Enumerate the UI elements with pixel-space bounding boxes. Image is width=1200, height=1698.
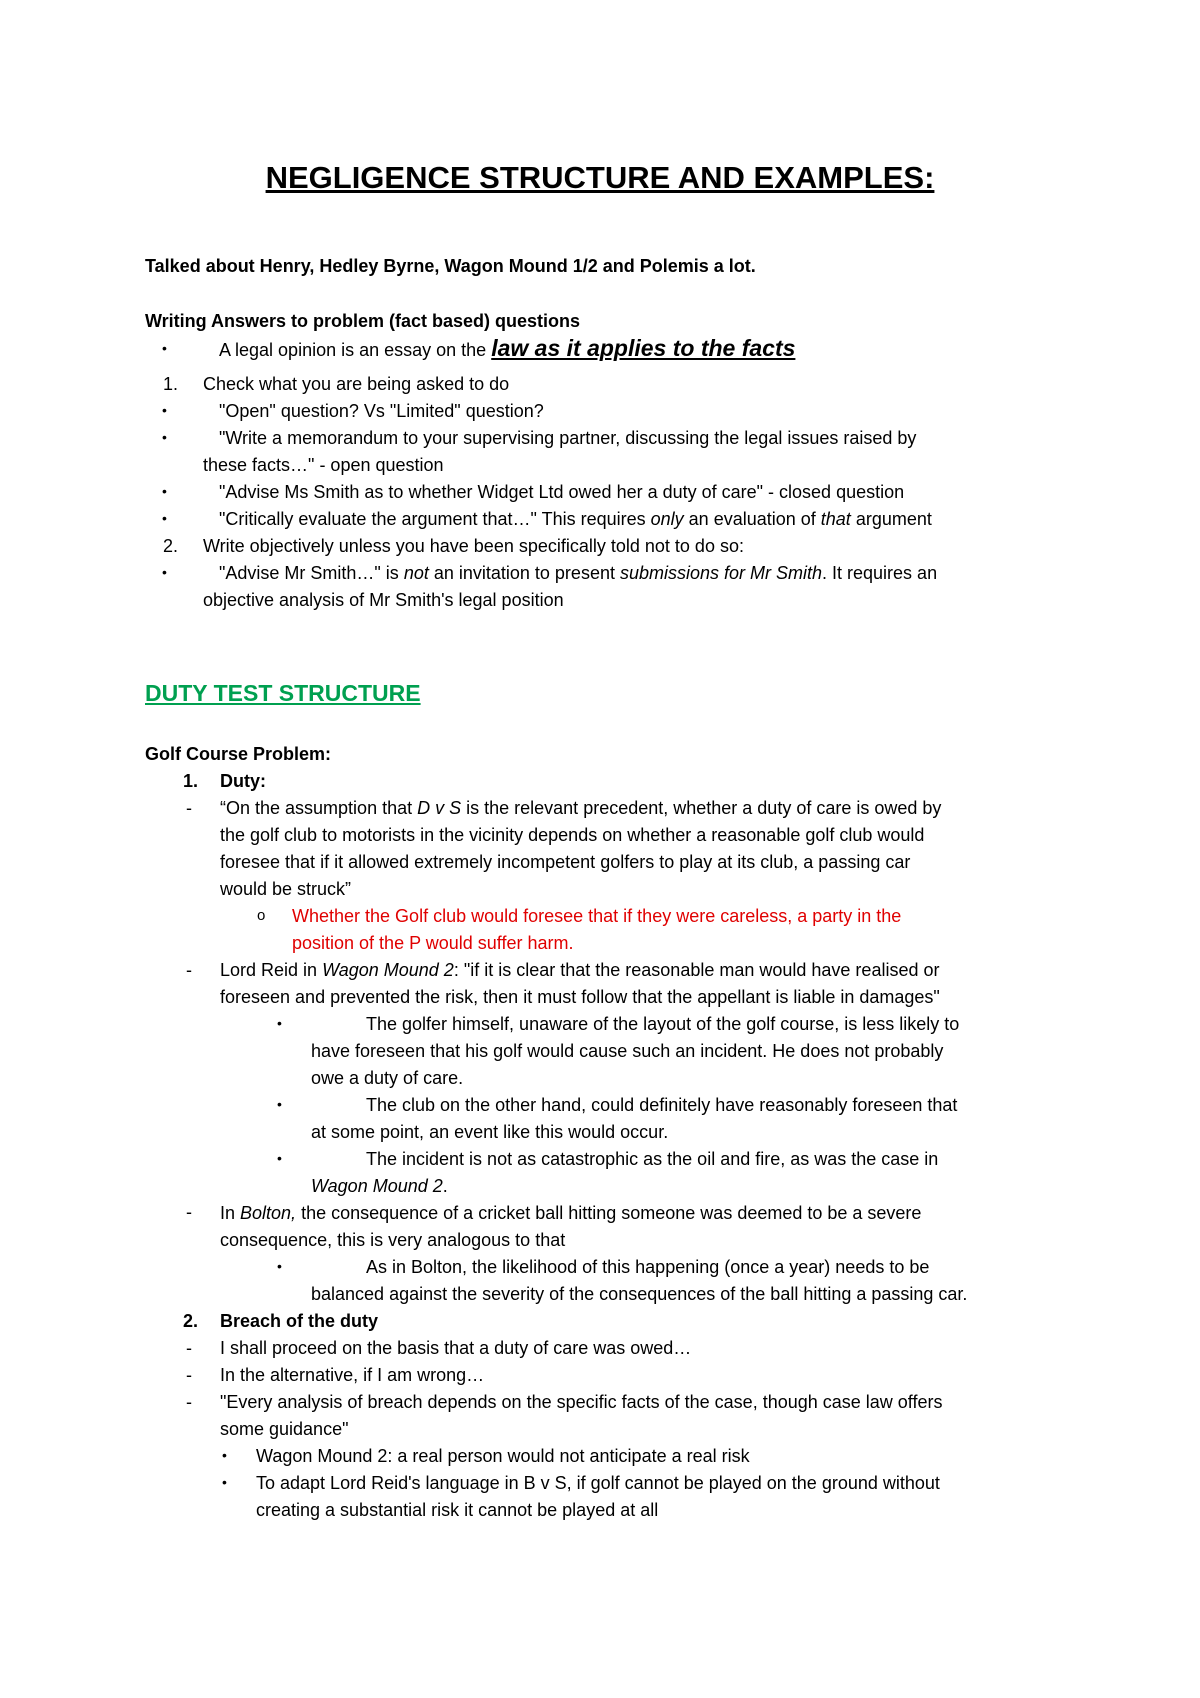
bullet-text: The club on the other hand, could definitely have reasonably foreseen that: [366, 1095, 958, 1115]
bullet-icon: •: [277, 1258, 282, 1274]
bullet-text: . It requires an: [822, 563, 938, 583]
bullet-text: an invitation to present: [428, 563, 620, 583]
numbered-item-text: Duty:: [220, 771, 266, 791]
dash-text-cont: foresee that if it allowed extremely incompetent golfers to play at its club, a passing car: [220, 852, 911, 872]
bullet-text: A legal opinion is an essay on the: [219, 340, 492, 360]
bullet-icon: •: [162, 402, 167, 418]
dash-marker: -: [186, 1365, 192, 1385]
bullet-icon: •: [277, 1150, 282, 1166]
bullet-text-cont: owe a duty of care.: [311, 1068, 464, 1088]
circle-bullet-icon: o: [257, 907, 266, 924]
bullet-icon: •: [277, 1015, 282, 1031]
dash-marker: -: [186, 960, 192, 980]
list-item: [220, 959, 939, 981]
dash-text: “On the assumption that: [220, 798, 418, 818]
italic-text: D v S: [417, 798, 462, 818]
list-number: 1.: [163, 374, 179, 394]
bullet-icon: •: [162, 564, 167, 580]
list-item: [311, 1175, 448, 1197]
page-title: NEGLIGENCE STRUCTURE AND EXAMPLES:: [265, 160, 935, 195]
writing-heading: Writing Answers to problem (fact based) questions: [145, 311, 581, 331]
dash-text: "Every analysis of breach depends on the specific facts of the case, though case law offers: [220, 1392, 943, 1412]
bullet-text: The incident is not as catastrophic as the oil and fire, as was the case in: [366, 1149, 939, 1169]
bullet-icon: •: [162, 483, 167, 499]
dash-text-cont: consequence, this is very analogous to that: [220, 1230, 566, 1250]
bullet-text: "Critically evaluate the argument that…" This requires: [219, 509, 651, 529]
dash-marker: -: [186, 1392, 192, 1412]
list-item: [219, 562, 937, 584]
italic-text: not: [403, 563, 429, 583]
list-number: 2.: [183, 1311, 199, 1331]
italic-text: Wagon Mound 2: [311, 1176, 443, 1196]
dash-text: : "if it is clear that the reasonable man would have realised or: [453, 960, 940, 980]
dash-text: In: [220, 1203, 241, 1223]
bullet-icon: •: [277, 1096, 282, 1112]
bullet-text: "Advise Mr Smith…" is: [219, 563, 404, 583]
bullet-text: As in Bolton, the likelihood of this happening (once a year) needs to be: [366, 1257, 930, 1277]
dash-text: In the alternative, if I am wrong…: [220, 1365, 485, 1385]
dash-marker: -: [186, 1338, 192, 1358]
bullet-icon: •: [222, 1447, 227, 1463]
bullet-text-cont: balanced against the severity of the consequences of the ball hitting a passing car.: [311, 1284, 968, 1304]
numbered-item-text: Check what you are being asked to do: [203, 374, 510, 394]
italic-text: Wagon Mound 2: [322, 960, 454, 980]
italic-text: only: [650, 509, 684, 529]
list-item: [220, 797, 941, 819]
list-number: 1.: [183, 771, 199, 791]
list-number: 2.: [163, 536, 179, 556]
list-item: [219, 337, 795, 361]
intro-text: Talked about Henry, Hedley Byrne, Wagon Mound 1/2 and Polemis a lot.: [145, 256, 756, 276]
bullet-text: "Advise Ms Smith as to whether Widget Ltd owed her a duty of care" - closed question: [219, 482, 905, 502]
highlight-text: Whether the Golf club would foresee that if they were careless, a party in the: [292, 906, 902, 926]
dash-text: Lord Reid in: [220, 960, 323, 980]
dash-text: the consequence of a cricket ball hitting someone was deemed to be a severe: [296, 1203, 922, 1223]
bullet-text: "Open" question? Vs "Limited" question?: [219, 401, 544, 421]
bullet-text: Wagon Mound 2: a real person would not anticipate a real risk: [256, 1446, 750, 1466]
section-heading: DUTY TEST STRUCTURE: [145, 680, 421, 706]
dash-text-cont: foreseen and prevented the risk, then it must follow that the appellant is liable in damages": [220, 987, 940, 1007]
dash-marker: -: [186, 1202, 192, 1222]
bullet-text-cont: objective analysis of Mr Smith's legal position: [203, 590, 564, 610]
dash-text-cont: would be struck”: [220, 879, 352, 899]
dash-text: is the relevant precedent, whether a duty of care is owed by: [461, 798, 942, 818]
dash-text-cont: the golf club to motorists in the vicinity depends on whether a reasonable golf club would: [220, 825, 925, 845]
subheading: Golf Course Problem:: [145, 744, 332, 764]
bullet-text: The golfer himself, unaware of the layout of the golf course, is less likely to: [366, 1014, 960, 1034]
bullet-text: argument: [850, 509, 932, 529]
emphasis-text: law as it applies to the facts: [491, 335, 796, 361]
bullet-icon: •: [222, 1474, 227, 1490]
bullet-text: To adapt Lord Reid's language in B v S, if golf cannot be played on the ground without: [256, 1473, 940, 1493]
bullet-text-cont: at some point, an event like this would occur.: [311, 1122, 669, 1142]
bullet-text: an evaluation of: [683, 509, 821, 529]
bullet-icon: •: [162, 510, 167, 526]
dash-text: I shall proceed on the basis that a duty of care was owed…: [220, 1338, 692, 1358]
highlight-text-cont: position of the P would suffer harm.: [292, 933, 574, 953]
dash-text-cont: some guidance": [220, 1419, 349, 1439]
bullet-text-cont: have foreseen that his golf would cause such an incident. He does not probably: [311, 1041, 944, 1061]
italic-text: Bolton,: [240, 1203, 297, 1223]
list-item: [220, 1202, 921, 1224]
list-item: [219, 508, 932, 530]
numbered-item-text: Breach of the duty: [220, 1311, 379, 1331]
italic-text: submissions for Mr Smith: [619, 563, 823, 583]
bullet-text-cont: creating a substantial risk it cannot be played at all: [256, 1500, 659, 1520]
dash-marker: -: [186, 798, 192, 818]
numbered-item-text: Write objectively unless you have been specifically told not to do so:: [203, 536, 744, 556]
italic-text: that: [820, 509, 851, 529]
bullet-text: .: [442, 1176, 448, 1196]
bullet-icon: •: [162, 340, 167, 356]
bullet-text-cont: these facts…" - open question: [203, 455, 444, 475]
bullet-text: "Write a memorandum to your supervising partner, discussing the legal issues raised by: [219, 428, 917, 448]
bullet-icon: •: [162, 429, 167, 445]
